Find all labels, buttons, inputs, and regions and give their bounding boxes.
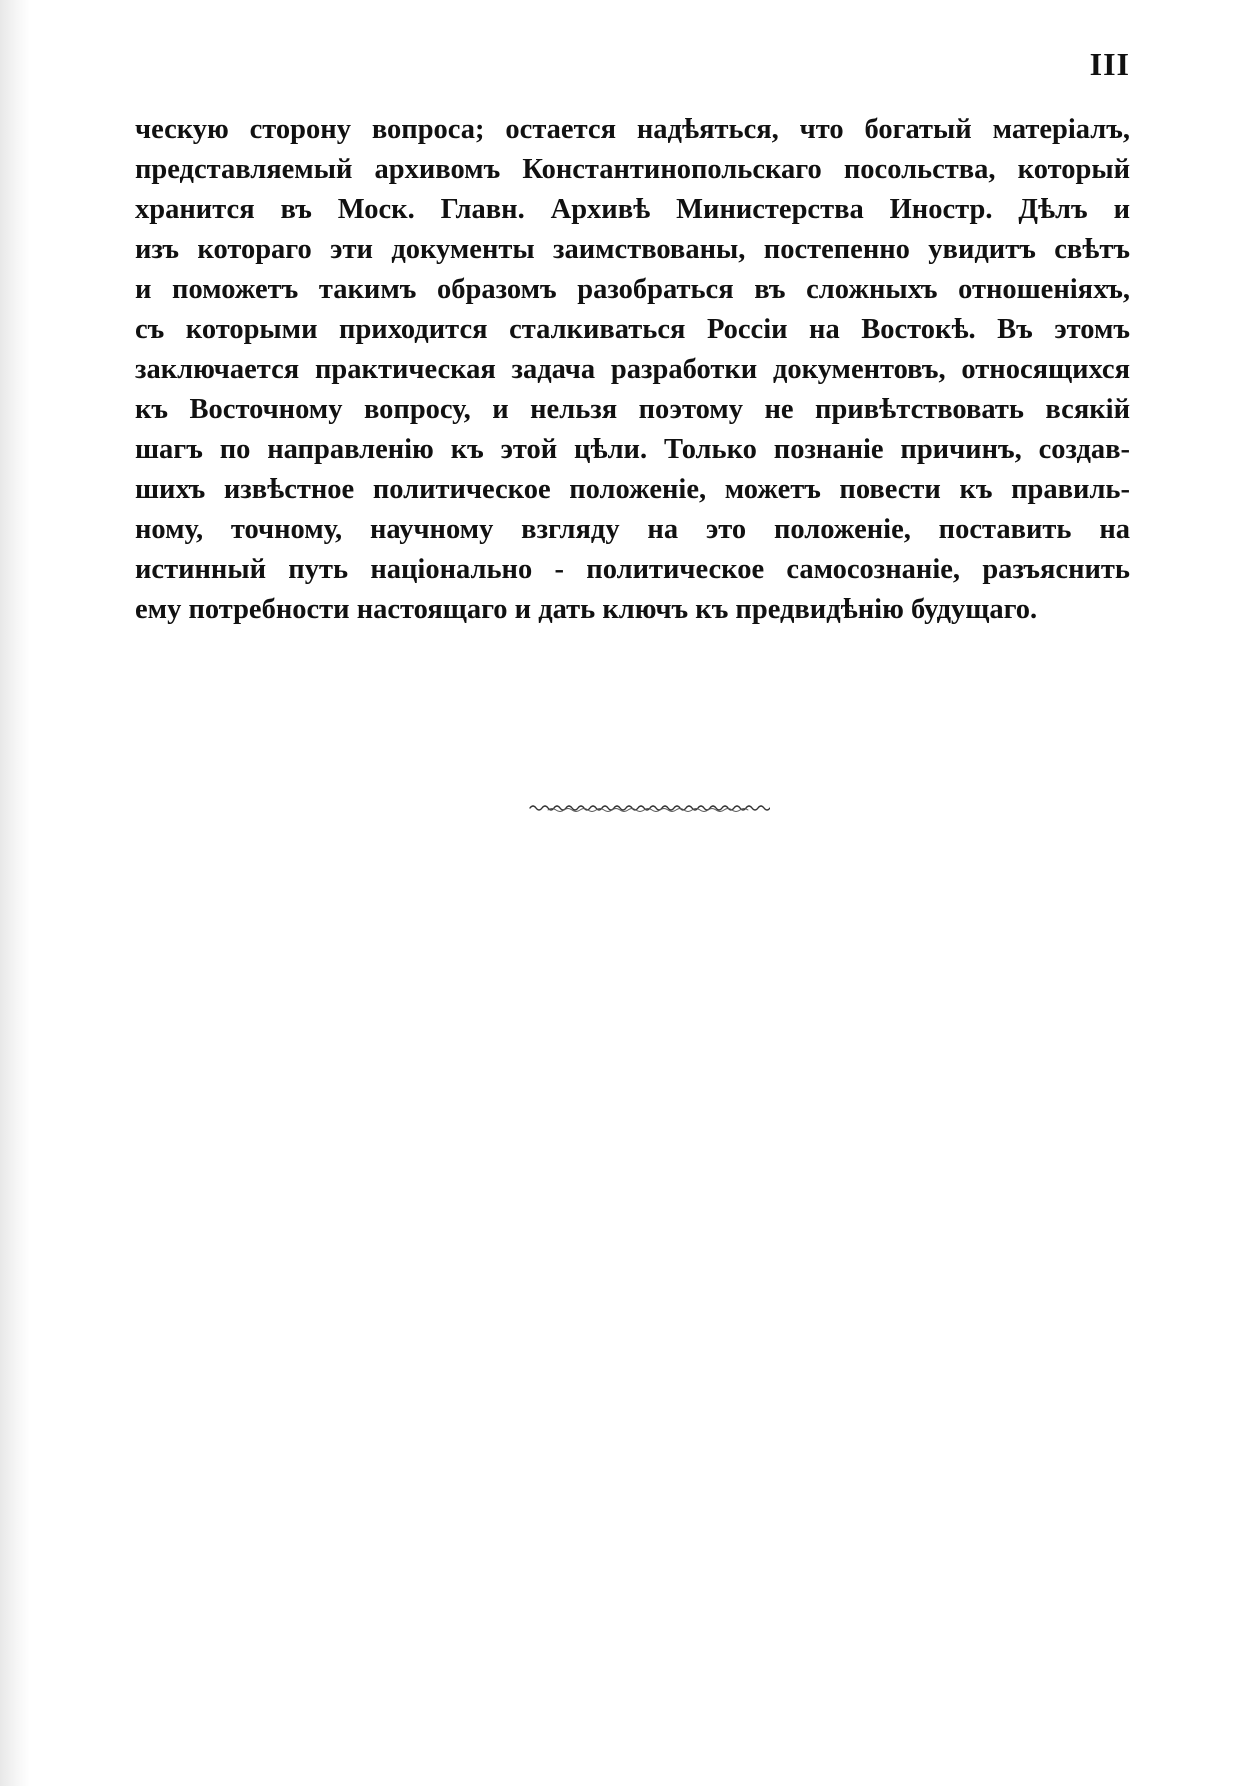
text-line: ческую сторону вопроса; остается надѣяться, что богатый матеріалъ, [135,114,1130,145]
body-text [135,110,1130,630]
text-line: представляемый архивомъ Константинопольскаго посольства, который [135,154,1130,185]
text-line: шихъ извѣстное политическое положеніе, можетъ повести къ правиль- [135,474,1130,505]
scan-edge-shadow [0,0,30,1786]
text-line: истинный путь національно - политическое самосознаніе, разъяснить [135,554,1130,585]
text-line: къ Восточному вопросу, и нельзя поэтому не привѣтствовать всякій [135,394,1130,425]
text-line: и поможетъ такимъ образомъ разобраться въ сложныхъ отношеніяхъ, [135,274,1130,305]
page-number: III [1089,46,1130,82]
wavy-divider-ornament [528,800,770,814]
text-line: ному, точному, научному взгляду на это положеніе, поставить на [135,514,1130,545]
text-line: ему потребности настоящаго и дать ключъ къ предвидѣнію будущаго. [135,594,1038,625]
text-line: заключается практическая задача разработки документовъ, относящихся [135,354,1130,385]
text-line: съ которыми приходится сталкиваться Россіи на Востокѣ. Въ этомъ [135,314,1130,345]
text-line: шагъ по направленію къ этой цѣли. Только познаніе причинъ, создав- [135,434,1130,465]
text-line: изъ котораго эти документы заимствованы, постепенно увидитъ свѣтъ [135,234,1130,265]
text-line: хранится въ Моск. Главн. Архивѣ Министерства Иностр. Дѣлъ и [135,194,1130,225]
